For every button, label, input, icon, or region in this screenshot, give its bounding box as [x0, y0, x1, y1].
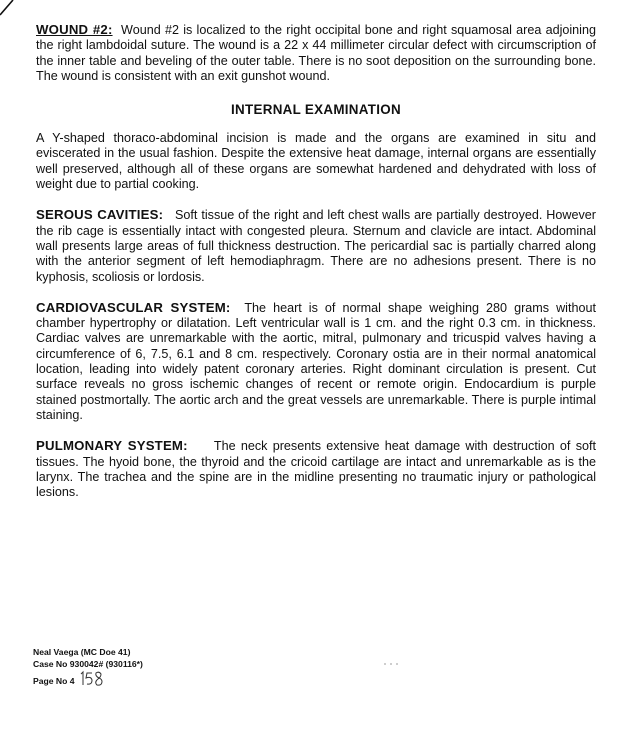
pulmonary-paragraph — [36, 438, 596, 500]
report-body — [36, 22, 596, 500]
handwritten-page-number — [79, 670, 105, 692]
wound-text: Wound #2 is localized to the right occipital bone and right squamosal area adjoining the right lambdoidal suture. The wound is a 22 x 44 millimeter circular defect with circumscription of the inner table and beveling of the outer table. There is no soot deposition on the surrounding bone. The wound is consistent with an exit gunshot wound. — [36, 23, 596, 83]
footer-case-line: Case No 930042# (930116*) — [33, 658, 143, 669]
footer-page-label: Page No 4 — [33, 676, 75, 686]
serous-cavities-paragraph — [36, 207, 596, 284]
cardiovascular-text: The heart is of normal shape weighing 280 grams without chamber hypertrophy or dilatation. Left ventricular wall is 1 cm. and the right 0.3 cm. in thickness. Cardiac valves are unremarkable with the aortic, mitral, pulmonary and tricuspid valves having a circumference of 6, 7.5, 6.1 and 8 cm. respectively. Coronary ostia are in their normal anatomical location, leading into widely patent coronary arteries. Right dominant circulation is present. Cut surface reveals no gross ischemic changes of recent or remote origin. Endocardium is purple stained postmortally. The aortic arch and the great vessels are unremarkable. There is purple intimal staining. — [36, 300, 596, 422]
document-footer — [33, 647, 143, 692]
wound-label: WOUND #2: — [36, 22, 113, 37]
pulmonary-label: PULMONARY SYSTEM: — [36, 438, 188, 454]
footer-patient-line: Neal Vaega (MC Doe 41) — [33, 647, 131, 657]
internal-examination-heading: INTERNAL EXAMINATION — [231, 102, 401, 118]
footer-page-line — [33, 670, 143, 692]
serous-cavities-label: SEROUS CAVITIES: — [36, 207, 164, 223]
pulmonary-text: The neck presents extensive heat damage with destruction of soft tissues. The hyoid bone, the thyroid and the cricoid cartilage are intact and unremarkable as is the larynx. The trachea and the spine are in the midline presenting no traumatic injury or pathological lesions. — [36, 439, 596, 500]
cardiovascular-paragraph — [36, 300, 596, 423]
internal-intro-paragraph: A Y-shaped thoraco-abdominal incision is made and the organs are examined in situ and eviscerated in the usual fashion. Despite the extensive heat damage, internal organs are essentially well preserved, although all of these organs are somewhat hardened and dehydrated with loss of weight due to partial cooking. — [36, 131, 596, 192]
cardiovascular-label: CARDIOVASCULAR SYSTEM: — [36, 299, 231, 315]
scan-speck — [384, 652, 398, 654]
serous-cavities-text: Soft tissue of the right and left chest walls are partially destroyed. However the rib cage is essentially intact with congested pleura. Sternum and clavicle are intact. Abdominal wall presents large areas of full thickness destruction. The pericardial sac is partially charred along with the anterior segment of left hemodiaphragm. There are no adhesions present. There is no kyphosis, scoliosis or lordosis. — [36, 208, 596, 284]
wound-paragraph — [36, 22, 596, 84]
fold-corner-mark — [0, 0, 20, 20]
